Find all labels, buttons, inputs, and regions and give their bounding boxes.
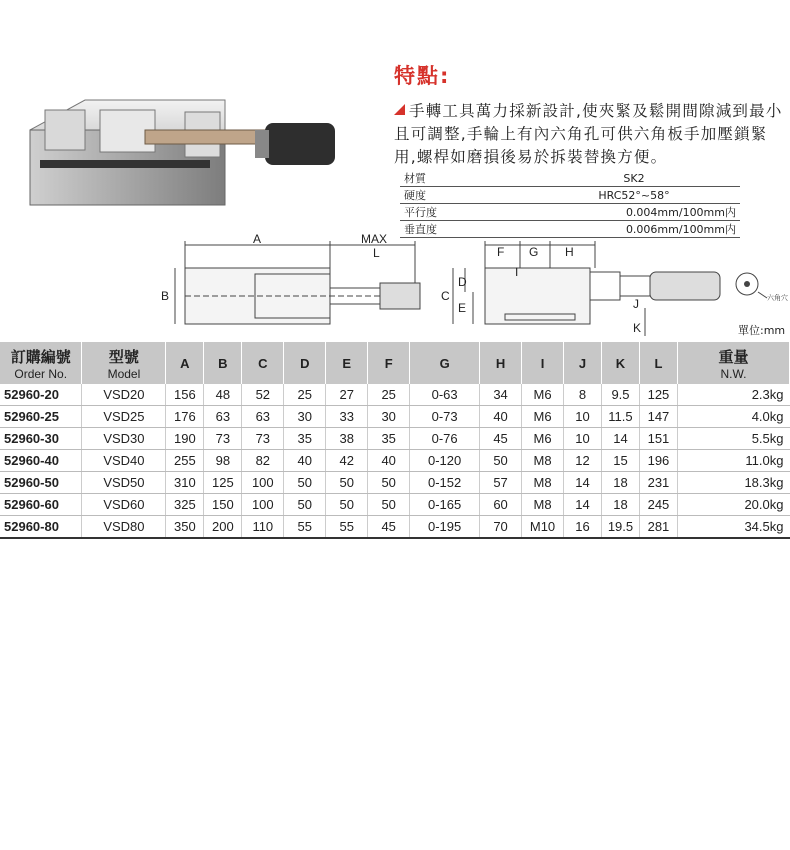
hex-socket-label: 六角穴	[767, 294, 788, 302]
model-cell: VSD40	[82, 450, 166, 472]
table-cell: 200	[204, 516, 242, 539]
table-cell: M8	[522, 472, 564, 494]
table-cell: 11.0kg	[677, 450, 789, 472]
table-cell: 15	[601, 450, 639, 472]
table-cell: 27	[326, 384, 368, 406]
order-number-cell: 52960-25	[0, 406, 82, 428]
table-cell: 231	[639, 472, 677, 494]
table-cell: 55	[284, 516, 326, 539]
table-cell: 0-152	[410, 472, 480, 494]
header-col: G	[410, 342, 480, 384]
table-cell: 8	[564, 384, 602, 406]
table-cell: 63	[242, 406, 284, 428]
table-cell: 50	[368, 494, 410, 516]
spec-key: 垂直度	[400, 221, 528, 238]
table-cell: 40	[284, 450, 326, 472]
dim-b: B	[161, 289, 170, 303]
specifications-table	[0, 342, 790, 539]
header-col: D	[284, 342, 326, 384]
table-cell: 10	[564, 428, 602, 450]
table-cell: 40	[368, 450, 410, 472]
table-cell: 25	[368, 384, 410, 406]
dim-i: I	[515, 265, 519, 279]
model-cell: VSD25	[82, 406, 166, 428]
table-cell: 18	[601, 472, 639, 494]
header-col: F	[368, 342, 410, 384]
order-number-cell: 52960-50	[0, 472, 82, 494]
header-order-no: 訂購編號 Order No.	[0, 342, 82, 384]
dim-g: G	[529, 245, 539, 259]
table-cell: 350	[166, 516, 204, 539]
header-col: A	[166, 342, 204, 384]
table-cell: 25	[284, 384, 326, 406]
header-col: J	[564, 342, 602, 384]
features-description: 手轉工具萬力採新設計,使夾緊及鬆開間隙減到最小且可調整,手輪上有內六角孔可供六角板手加壓鎖緊用,螺桿如磨損後易於拆裝替換方便。	[394, 102, 783, 166]
table-cell: 151	[639, 428, 677, 450]
table-cell: 150	[204, 494, 242, 516]
header-col: H	[480, 342, 522, 384]
table-cell: 55	[326, 516, 368, 539]
table-cell: 310	[166, 472, 204, 494]
table-cell: 40	[480, 406, 522, 428]
table-cell: 0-120	[410, 450, 480, 472]
table-cell: 147	[639, 406, 677, 428]
table-cell: 9.5	[601, 384, 639, 406]
table-row	[0, 450, 790, 472]
unit-label: 單位:mm	[738, 324, 786, 337]
model-cell: VSD80	[82, 516, 166, 539]
model-cell: VSD50	[82, 472, 166, 494]
dim-j: J	[633, 297, 639, 311]
table-cell: 60	[480, 494, 522, 516]
table-cell: 50	[326, 494, 368, 516]
header-col: C	[242, 342, 284, 384]
spec-key: 材質	[400, 170, 528, 187]
table-cell: M6	[522, 428, 564, 450]
table-cell: 19.5	[601, 516, 639, 539]
table-cell: 196	[639, 450, 677, 472]
table-cell: 73	[204, 428, 242, 450]
table-cell: 52	[242, 384, 284, 406]
table-cell: M8	[522, 450, 564, 472]
table-cell: 50	[326, 472, 368, 494]
table-cell: 70	[480, 516, 522, 539]
model-cell: VSD30	[82, 428, 166, 450]
table-row	[0, 406, 790, 428]
table-cell: M8	[522, 494, 564, 516]
table-row	[0, 384, 790, 406]
header-weight: 重量 N.W.	[677, 342, 789, 384]
header-col: B	[204, 342, 242, 384]
table-cell: 110	[242, 516, 284, 539]
table-cell: 176	[166, 406, 204, 428]
table-cell: 14	[601, 428, 639, 450]
vise-product-photo	[25, 90, 345, 230]
table-cell: 82	[242, 450, 284, 472]
table-header-row	[0, 342, 790, 384]
table-cell: 50	[480, 450, 522, 472]
table-cell: 2.3kg	[677, 384, 789, 406]
table-cell: 125	[204, 472, 242, 494]
spec-value: 0.004mm/100mm内	[528, 204, 740, 221]
table-cell: 34.5kg	[677, 516, 789, 539]
spec-row	[400, 204, 740, 221]
table-cell: 14	[564, 472, 602, 494]
spec-value: 0.006mm/100mm内	[528, 221, 740, 238]
dim-d: D	[458, 275, 467, 289]
table-row	[0, 494, 790, 516]
spec-value: HRC52°~58°	[528, 187, 740, 204]
table-cell: 100	[242, 494, 284, 516]
triangle-bullet-icon	[394, 104, 405, 115]
table-cell: 0-73	[410, 406, 480, 428]
dim-h: H	[565, 245, 574, 259]
table-cell: 0-76	[410, 428, 480, 450]
table-cell: 33	[326, 406, 368, 428]
header-col: L	[639, 342, 677, 384]
spec-key: 硬度	[400, 187, 528, 204]
header-col: I	[522, 342, 564, 384]
table-cell: 48	[204, 384, 242, 406]
table-cell: 73	[242, 428, 284, 450]
table-cell: 0-195	[410, 516, 480, 539]
model-cell: VSD20	[82, 384, 166, 406]
spec-value: SK2	[528, 170, 740, 187]
header-model: 型號 Model	[82, 342, 166, 384]
table-cell: 100	[242, 472, 284, 494]
table-cell: 50	[368, 472, 410, 494]
table-cell: 38	[326, 428, 368, 450]
table-cell: 125	[639, 384, 677, 406]
table-cell: M10	[522, 516, 564, 539]
table-cell: 190	[166, 428, 204, 450]
table-cell: 245	[639, 494, 677, 516]
table-cell: 98	[204, 450, 242, 472]
table-cell: 34	[480, 384, 522, 406]
dim-l: L	[373, 246, 380, 260]
spec-row	[400, 170, 740, 187]
order-number-cell: 52960-20	[0, 384, 82, 406]
table-cell: M6	[522, 406, 564, 428]
table-cell: 11.5	[601, 406, 639, 428]
table-cell: 16	[564, 516, 602, 539]
table-cell: 30	[368, 406, 410, 428]
order-number-cell: 52960-30	[0, 428, 82, 450]
model-cell: VSD60	[82, 494, 166, 516]
table-cell: 12	[564, 450, 602, 472]
table-cell: 57	[480, 472, 522, 494]
order-number-cell: 52960-60	[0, 494, 82, 516]
table-cell: 18.3kg	[677, 472, 789, 494]
table-row	[0, 428, 790, 450]
dim-max: MAX	[361, 232, 388, 246]
order-number-cell: 52960-80	[0, 516, 82, 539]
table-cell: 18	[601, 494, 639, 516]
table-cell: 30	[284, 406, 326, 428]
features-title: 特點:	[394, 64, 451, 88]
table-cell: 4.0kg	[677, 406, 789, 428]
table-cell: 156	[166, 384, 204, 406]
table-row	[0, 472, 790, 494]
table-cell: 42	[326, 450, 368, 472]
table-cell: 5.5kg	[677, 428, 789, 450]
header-col: K	[601, 342, 639, 384]
dim-a: A	[253, 232, 262, 246]
table-cell: 325	[166, 494, 204, 516]
table-cell: 50	[284, 472, 326, 494]
table-cell: 35	[368, 428, 410, 450]
spec-row	[400, 187, 740, 204]
dim-e: E	[458, 301, 467, 315]
table-cell: 35	[284, 428, 326, 450]
table-cell: 63	[204, 406, 242, 428]
dim-k: K	[633, 321, 642, 335]
table-cell: 0-165	[410, 494, 480, 516]
dim-c: C	[441, 289, 450, 303]
dim-f: F	[497, 245, 505, 259]
spec-key: 平行度	[400, 204, 528, 221]
header-col: E	[326, 342, 368, 384]
table-row	[0, 516, 790, 539]
dimension-drawing	[155, 228, 790, 340]
table-cell: 50	[284, 494, 326, 516]
table-cell: 45	[368, 516, 410, 539]
table-cell: 281	[639, 516, 677, 539]
table-cell: 10	[564, 406, 602, 428]
features-text	[394, 100, 786, 169]
table-cell: 45	[480, 428, 522, 450]
order-number-cell: 52960-40	[0, 450, 82, 472]
table-cell: M6	[522, 384, 564, 406]
table-cell: 14	[564, 494, 602, 516]
table-cell: 255	[166, 450, 204, 472]
table-cell: 0-63	[410, 384, 480, 406]
table-cell: 20.0kg	[677, 494, 789, 516]
